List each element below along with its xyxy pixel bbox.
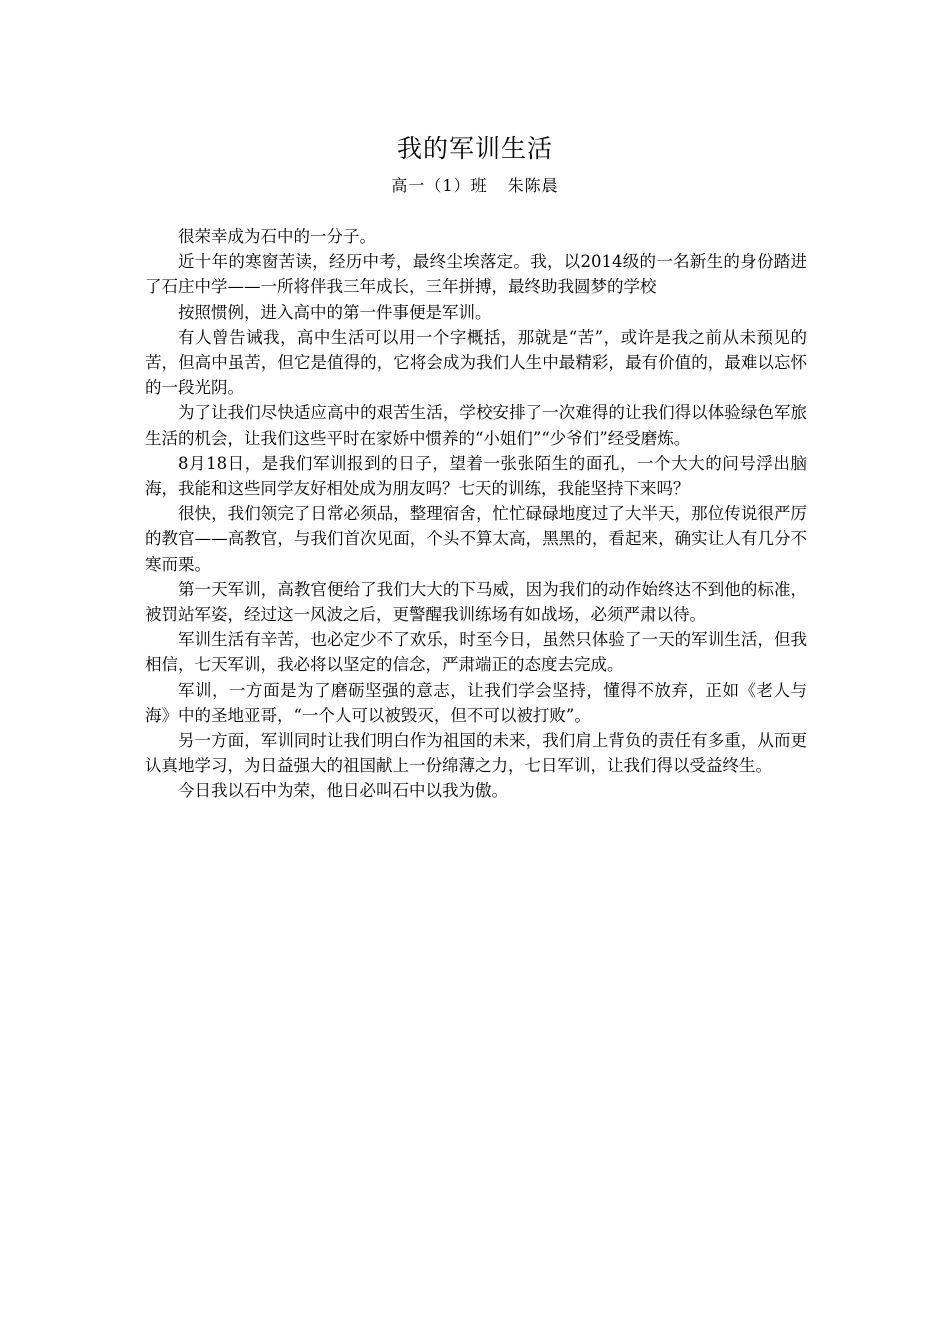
paragraph: 按照惯例，进入高中的第一件事便是军训。 bbox=[178, 302, 492, 322]
paragraph: 军训生活有辛苦，也必定少不了欢乐，时至今日，虽然只体验了一天的军训生活，但我相信，七天军训，我必将以坚定的信念，严肃端正的态度去完成。 bbox=[145, 630, 807, 675]
byline-author: 朱陈晨 bbox=[507, 176, 559, 195]
paragraph: 有人曾告诫我，高中生活可以用一个字概括，那就是“苦”，或许是我之前从未预见的苦，但高中虽苦，但它是值得的，它将会成为我们人生中最精彩，最有价值的，最难以忘怀的一段光阴。 bbox=[145, 327, 807, 398]
paragraph: 很快，我们领完了日常必须品，整理宿舍，忙忙碌碌地度过了大半天，那位传说很严厉的教官——高教官，与我们首次见面，个头不算太高，黑黑的，看起来，确实让人有几分不寒而栗。 bbox=[145, 504, 807, 574]
paragraph: 另一方面，军训同时让我们明白作为祖国的未来，我们肩上背负的责任有多重，从而更认真地学习，为日益强大的祖国献上一份绵薄之力，七日军训，让我们得以受益终生。 bbox=[145, 731, 807, 776]
paragraph: 军训，一方面是为了磨砺坚强的意志，让我们学会坚持，懂得不放弃，正如《老人与海》中的圣地亚哥，“一个人可以被毁灭，但不可以被打败”。 bbox=[145, 680, 807, 725]
paragraph: 近十年的寒窗苦读，经历中考，最终尘埃落定。我，以2014级的一名新生的身份踏进了石庄中学——一所将伴我三年成长，三年拼搏，最终助我圆梦的学校 bbox=[145, 252, 807, 297]
byline-class: 高一（1）班 bbox=[391, 176, 488, 195]
paragraph: 今日我以石中为荣，他日必叫石中以我为傲。 bbox=[178, 781, 508, 801]
document-byline bbox=[0, 173, 950, 199]
document-body bbox=[145, 224, 807, 804]
paragraph: 为了让我们尽快适应高中的艰苦生活，学校安排了一次难得的让我们得以体验绿色军旅生活的机会，让我们这些平时在家娇中惯养的“小姐们”“少爷们”经受磨炼。 bbox=[145, 403, 807, 448]
paragraph: 第一天军训，高教官便给了我们大大的下马威，因为我们的动作始终达不到他的标准，被罚站军姿，经过这一风波之后，更警醒我训练场有如战场，必须严肃以待。 bbox=[145, 579, 807, 625]
paragraph: 很荣幸成为石中的一分子。 bbox=[178, 227, 376, 246]
document-title: 我的军训生活 bbox=[396, 134, 553, 163]
paragraph: 8月18日，是我们军训报到的日子，望着一张张陌生的面孔，一个大大的问号浮出脑海，我能和这些同学友好相处成为朋友吗？七天的训练，我能坚持下来吗？ bbox=[145, 453, 807, 499]
